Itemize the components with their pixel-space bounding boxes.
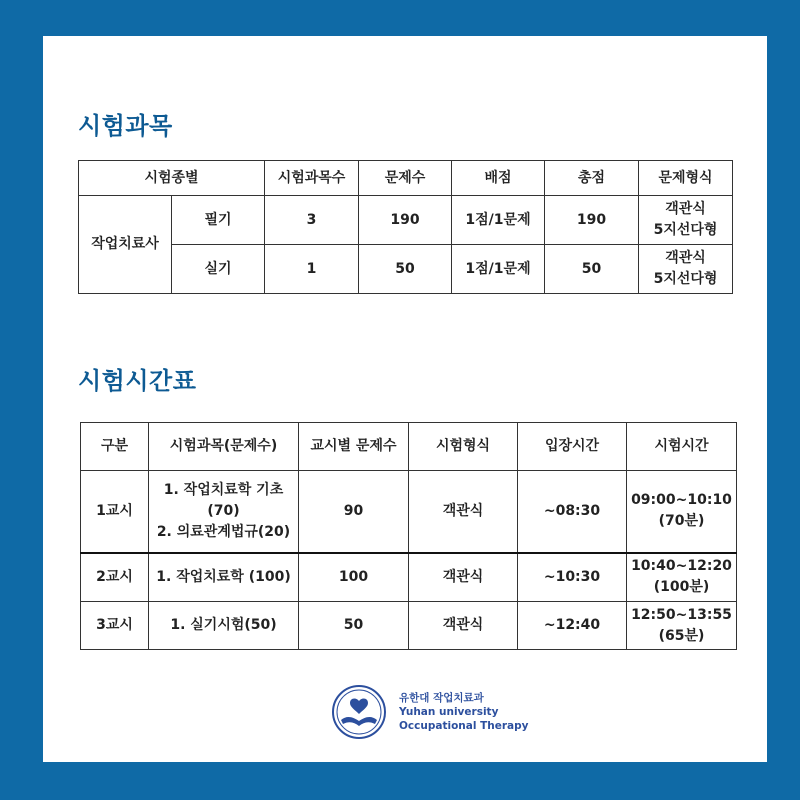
header-points: 배점 — [452, 161, 545, 196]
question-count-cell: 50 — [359, 245, 452, 294]
exam-group-cell: 작업치료사 — [79, 196, 172, 294]
footer-line-2: Yuhan university — [399, 706, 499, 718]
header-period: 구분 — [81, 423, 149, 471]
table-header-row — [79, 161, 733, 196]
subject-line-2: 2. 의료관계법규(20) — [156, 523, 291, 540]
total-cell: 50 — [545, 245, 639, 294]
format-line-1: 객관식 — [665, 201, 706, 217]
content-card — [43, 36, 767, 762]
header-exam-type: 시험종별 — [79, 161, 265, 196]
period-cell: 2교시 — [81, 553, 149, 602]
exam-duration: (100분) — [653, 579, 710, 596]
exam-format-cell: 객관식 — [409, 602, 518, 650]
exam-duration: (65분) — [658, 627, 705, 644]
period-questions-cell: 90 — [299, 471, 409, 553]
exam-format-cell: 객관식 — [409, 471, 518, 553]
exam-type-cell: 필기 — [172, 196, 265, 245]
exam-schedule-title: 시험시간표 — [78, 367, 197, 395]
exam-time-cell — [627, 471, 737, 553]
table-row — [81, 471, 737, 553]
exam-subjects-title: 시험과목 — [78, 112, 173, 140]
footer-line-1: 유한대 작업치료과 — [399, 692, 484, 704]
entry-time-cell: ~12:40 — [518, 602, 627, 650]
header-total: 총점 — [545, 161, 639, 196]
subject-count-cell: 3 — [265, 196, 359, 245]
subject-line-1: 1. 작업치료학 기초(70) — [163, 481, 284, 519]
total-cell: 190 — [545, 196, 639, 245]
exam-type-cell: 실기 — [172, 245, 265, 294]
header-exam-time: 시험시간 — [627, 423, 737, 471]
exam-format-cell: 객관식 — [409, 553, 518, 602]
subject-cell: 1. 작업치료학 (100) — [149, 553, 299, 602]
exam-time-cell — [627, 553, 737, 602]
table-row — [81, 553, 737, 602]
subject-cell: 1. 실기시험(50) — [149, 602, 299, 650]
table-row — [79, 196, 733, 245]
question-count-cell: 190 — [359, 196, 452, 245]
department-footer — [331, 684, 528, 740]
format-cell — [639, 245, 733, 294]
points-cell: 1점/1문제 — [452, 196, 545, 245]
entry-time-cell: ~08:30 — [518, 471, 627, 553]
entry-time-cell: ~10:30 — [518, 553, 627, 602]
exam-time-range: 10:40~12:20 — [631, 558, 732, 575]
exam-schedule-table — [80, 422, 737, 650]
format-line-1: 객관식 — [665, 250, 706, 266]
format-line-2: 5지선다형 — [653, 271, 718, 287]
header-subject-count: 시험과목수 — [265, 161, 359, 196]
exam-time-cell — [627, 602, 737, 650]
exam-subjects-table — [78, 160, 733, 294]
header-period-questions: 교시별 문제수 — [299, 423, 409, 471]
points-cell: 1점/1문제 — [452, 245, 545, 294]
footer-text — [399, 691, 528, 733]
period-questions-cell: 100 — [299, 553, 409, 602]
header-subject: 시험과목(문제수) — [149, 423, 299, 471]
subject-cell — [149, 471, 299, 553]
exam-time-range: 09:00~10:10 — [631, 492, 732, 509]
exam-duration: (70분) — [658, 513, 705, 530]
format-line-2: 5지선다형 — [653, 222, 718, 238]
exam-time-range: 12:50~13:55 — [631, 606, 732, 623]
header-format: 문제형식 — [639, 161, 733, 196]
header-question-count: 문제수 — [359, 161, 452, 196]
format-cell — [639, 196, 733, 245]
period-questions-cell: 50 — [299, 602, 409, 650]
header-entry-time: 입장시간 — [518, 423, 627, 471]
footer-line-3: Occupational Therapy — [399, 720, 529, 732]
period-cell: 3교시 — [81, 602, 149, 650]
header-exam-format: 시험형식 — [409, 423, 518, 471]
table-header-row — [81, 423, 737, 471]
subject-count-cell: 1 — [265, 245, 359, 294]
table-row — [79, 245, 733, 294]
department-logo-icon — [331, 684, 387, 740]
period-cell: 1교시 — [81, 471, 149, 553]
table-row — [81, 602, 737, 650]
